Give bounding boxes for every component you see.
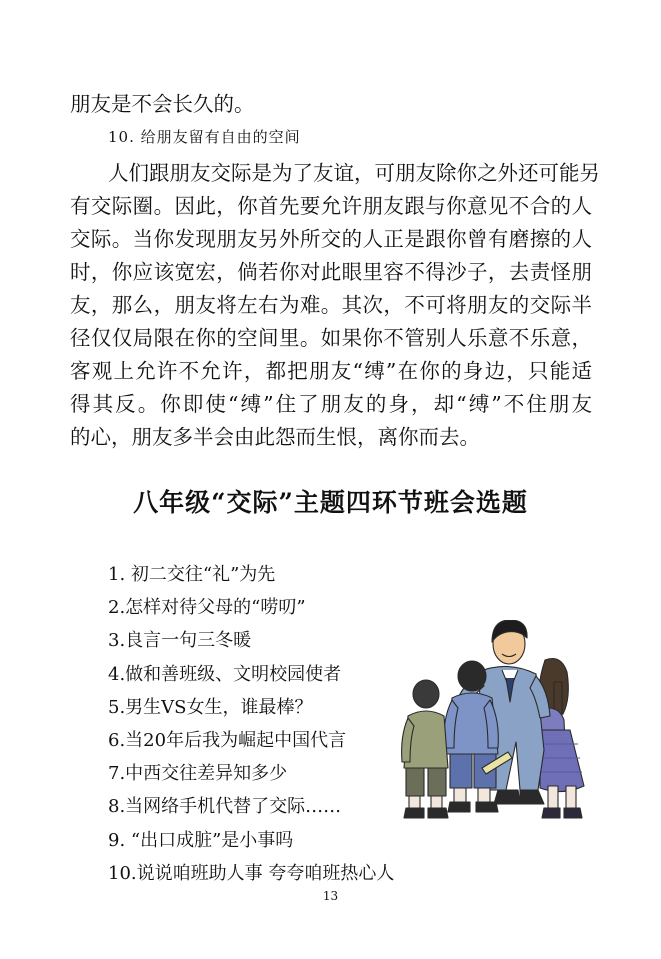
topic-item: 7.中西交往差异知多少	[108, 763, 288, 785]
paragraph-line: 客观上允许不允许，都把朋友“缚”在你的身边，只能适	[70, 359, 592, 383]
topic-item: 5.男生VS女生，谁最棒？	[108, 696, 313, 718]
sub-heading: 10. 给朋友留有自由的空间	[108, 128, 301, 146]
page-number: 13	[322, 889, 339, 903]
teacher-students-illustration	[398, 620, 592, 838]
topic-item: 10.说说咱班助人事 夸夸咱班热心人	[108, 862, 395, 884]
topic-list	[108, 558, 394, 890]
topic-item: 6.当20年后我为崛起中国代言	[108, 730, 347, 752]
boy-figure-left	[402, 680, 448, 818]
paragraph-line: 友，那么，朋友将左右为难。其次，不可将朋友的交际半	[70, 293, 592, 317]
topic-item: 1. 初二交往“礼”为先	[108, 564, 276, 585]
paragraph-line: 径仅仅局限在你的空间里。如果你不管别人乐意不乐意，	[70, 326, 592, 350]
topic-item: 3.良言一句三冬暖	[108, 630, 252, 652]
paragraph-line: 得其反。你即使“缚”住了朋友的身，却“缚”不住朋友	[70, 392, 592, 416]
paragraph-line: 人们跟朋友交际是为了友谊，可朋友除你之外还可能另	[108, 161, 600, 185]
topic-item: 4.做和善班级、文明校园使者	[108, 663, 342, 685]
topic-item: 9. “出口成脏”是小事吗	[108, 829, 294, 851]
section-title: 八年级“交际”主题四环节班会选题	[133, 488, 528, 517]
paragraph-line: 时，你应该宽宏，倘若你对此眼里容不得沙子，去责怪朋	[70, 260, 592, 284]
intro-line: 朋友是不会长久的。	[70, 92, 255, 116]
paragraph-line: 的心，朋友多半会由此怨而生恨，离你而去。	[70, 425, 480, 449]
topic-item: 2.怎样对待父母的“唠叨”	[108, 597, 306, 619]
paragraph-line: 交际。当你发现朋友另外所交的人正是跟你曾有磨擦的人	[70, 227, 592, 251]
topic-item: 8.当网络手机代替了交际……	[108, 796, 342, 818]
paragraph-line: 有交际圈。因此，你首先要允许朋友跟与你意见不合的人	[70, 194, 592, 218]
